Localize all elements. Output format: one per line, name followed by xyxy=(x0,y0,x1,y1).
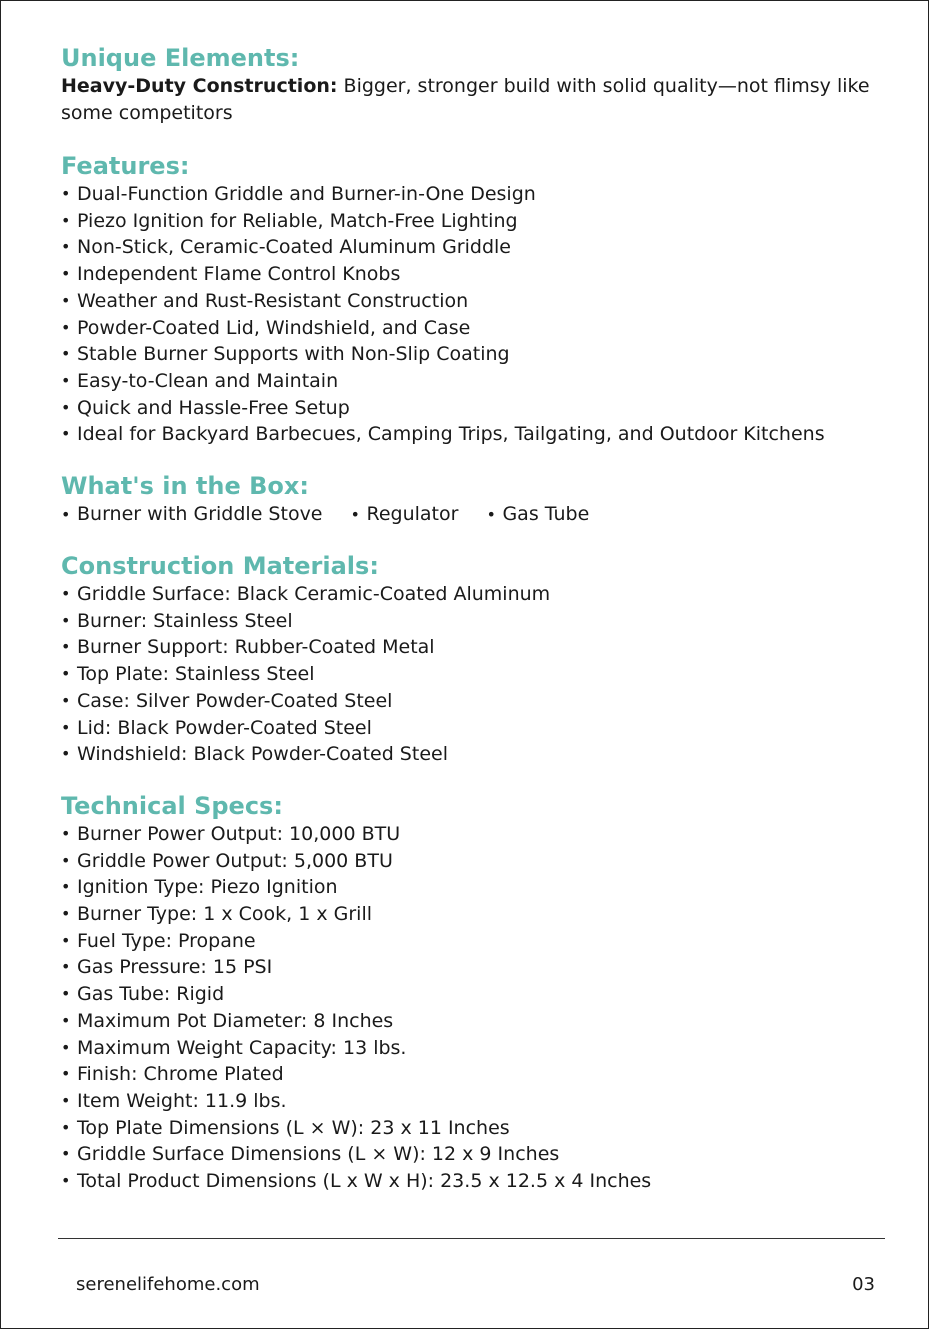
list-item: • Maximum Weight Capacity: 13 lbs. xyxy=(61,1035,881,1062)
unique-elements-heading: Unique Elements: xyxy=(61,44,300,72)
list-item: • Case: Silver Powder-Coated Steel xyxy=(61,688,881,715)
unique-elements-text xyxy=(61,73,881,127)
list-item: • Piezo Ignition for Reliable, Match-Free Lighting xyxy=(61,208,881,235)
list-item: • Gas Tube: Rigid xyxy=(61,981,881,1008)
footer-website: serenelifehome.com xyxy=(76,1274,260,1295)
list-item: • Total Product Dimensions (L x W x H): 23.5 x 12.5 x 4 Inches xyxy=(61,1168,881,1195)
list-item: • Finish: Chrome Plated xyxy=(61,1061,881,1088)
list-item: • Griddle Surface: Black Ceramic-Coated Aluminum xyxy=(61,581,881,608)
list-item: • Griddle Power Output: 5,000 BTU xyxy=(61,848,881,875)
page-number: 03 xyxy=(852,1274,875,1295)
list-item: • Weather and Rust-Resistant Construction xyxy=(61,288,881,315)
list-item: • Gas Tube xyxy=(486,501,589,528)
list-item: • Non-Stick, Ceramic-Coated Aluminum Griddle xyxy=(61,234,881,261)
whats-in-box-section xyxy=(61,471,881,528)
list-item: • Easy-to-Clean and Maintain xyxy=(61,368,881,395)
list-item: • Quick and Hassle-Free Setup xyxy=(61,395,881,422)
features-section xyxy=(61,151,881,448)
technical-specs-heading: Technical Specs: xyxy=(61,791,283,820)
features-heading: Features: xyxy=(61,152,190,180)
list-item: • Burner Type: 1 x Cook, 1 x Grill xyxy=(61,901,881,928)
list-item: • Top Plate Dimensions (L × W): 23 x 11 Inches xyxy=(61,1115,881,1142)
list-item: • Gas Pressure: 15 PSI xyxy=(61,954,881,981)
list-item: • Maximum Pot Diameter: 8 Inches xyxy=(61,1008,881,1035)
heavy-duty-description: Bigger, stronger build with solid quality—not flimsy like some competitors xyxy=(61,75,870,124)
list-item: • Burner Power Output: 10,000 BTU xyxy=(61,821,881,848)
page-content xyxy=(61,43,881,1218)
list-item: • Independent Flame Control Knobs xyxy=(61,261,881,288)
list-item: • Ignition Type: Piezo Ignition xyxy=(61,874,881,901)
construction-materials-section xyxy=(61,551,881,768)
unique-elements-section xyxy=(61,43,881,127)
list-item: • Top Plate: Stainless Steel xyxy=(61,661,881,688)
list-item: • Regulator xyxy=(351,501,459,528)
list-item: • Ideal for Backyard Barbecues, Camping Trips, Tailgating, and Outdoor Kitchens xyxy=(61,421,881,448)
technical-specs-section xyxy=(61,791,881,1195)
list-item: • Item Weight: 11.9 lbs. xyxy=(61,1088,881,1115)
list-item: • Burner: Stainless Steel xyxy=(61,608,881,635)
list-item: • Fuel Type: Propane xyxy=(61,928,881,955)
list-item: • Windshield: Black Powder-Coated Steel xyxy=(61,741,881,768)
heavy-duty-label: Heavy-Duty Construction: xyxy=(61,75,338,97)
list-item: • Lid: Black Powder-Coated Steel xyxy=(61,715,881,742)
whats-in-box-heading: What's in the Box: xyxy=(61,472,309,501)
list-item: • Burner Support: Rubber-Coated Metal xyxy=(61,634,881,661)
box-contents-list xyxy=(61,501,881,528)
features-list xyxy=(61,181,881,448)
materials-list xyxy=(61,581,881,768)
list-item: • Griddle Surface Dimensions (L × W): 12 x 9 Inches xyxy=(61,1141,881,1168)
list-item: • Dual-Function Griddle and Burner-in-One Design xyxy=(61,181,881,208)
list-item: • Powder-Coated Lid, Windshield, and Case xyxy=(61,315,881,342)
list-item: • Stable Burner Supports with Non-Slip Coating xyxy=(61,341,881,368)
construction-materials-heading: Construction Materials: xyxy=(61,552,379,581)
specs-list xyxy=(61,821,881,1195)
list-item: • Burner with Griddle Stove xyxy=(61,501,323,528)
footer-divider xyxy=(58,1238,885,1239)
